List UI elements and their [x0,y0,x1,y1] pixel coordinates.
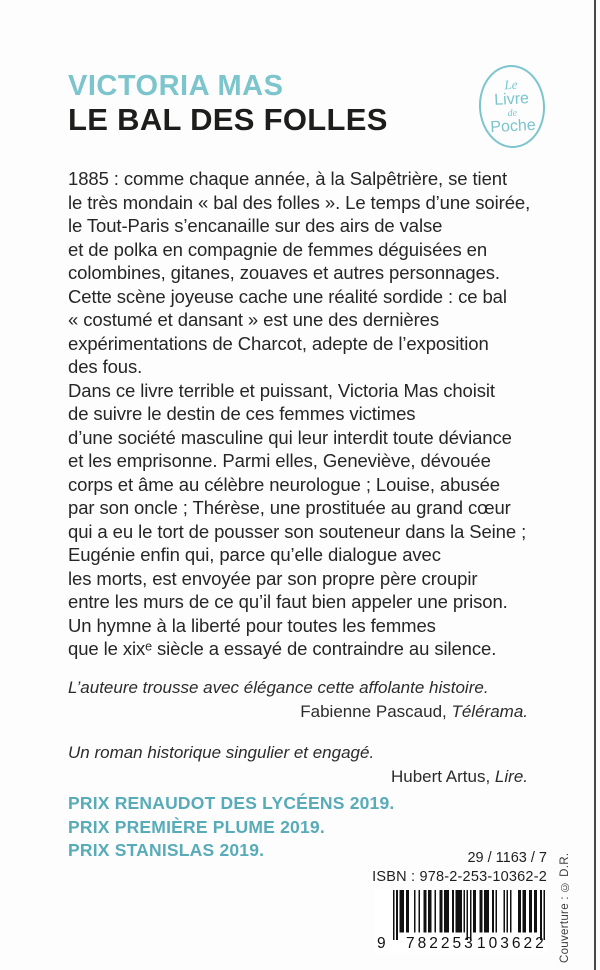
quote-attribution [68,765,528,789]
synopsis-line: de suivre le destin de ces femmes victimes [68,403,416,424]
synopsis-line: des fous. [68,356,143,377]
synopsis-line: et les emprisonne. Parmi elles, Geneviève, dévouée [68,450,491,471]
synopsis-text [68,167,558,661]
quote-text: L’auteure trousse avec élégance cette affolante histoire. [68,678,489,697]
synopsis-line: Dans ce livre terrible et puissant, Victoria Mas choisit [68,379,495,401]
isbn-number: ISBN : 978-2-253-10362-2 [372,869,547,885]
barcode-digits [375,937,547,953]
synopsis-line: entre les murs de ce qu’il faut bien appeler une prison. [68,591,508,612]
barcode-right-digits: 103622 [477,935,547,952]
logo-de: de [507,107,518,119]
synopsis-paragraph [68,167,558,379]
ean13-barcode [375,890,547,953]
press-quotes [68,676,528,806]
synopsis-line: que le xixᵉ siècle a essayé de contraindre au silence. [68,638,497,659]
synopsis-line: et de polka en compagnie de femmes déguisées en [68,238,488,260]
logo-le: Le [503,76,518,92]
book-page-edge [594,0,596,970]
quote-author: Hubert Artus, [390,767,495,786]
synopsis-line: les morts, est envoyée par son propre père croupir [68,567,478,589]
author-name: VICTORIA MAS [68,70,284,102]
synopsis-line: corps et âme au célèbre neurologue ; Louise, abusée [68,473,500,495]
print-info-block [372,850,547,953]
cover-credit: Couverture : © D.R. [559,852,571,963]
prize-line: PRIX STANISLAS 2019. [68,840,265,860]
quote-text: Un roman historique singulier et engagé. [68,743,375,762]
synopsis-line: d’une société masculine qui leur interdit toute déviance [68,426,512,448]
synopsis-paragraph [68,379,558,661]
synopsis-line: par son oncle ; Thérèse, une prostituée au grand cœur [68,497,511,518]
logo-poche: Poche [489,116,537,136]
synopsis-line: « costumé et dansant » est une des dernières [68,309,439,330]
synopsis-line: qui a eu le tort de pousser son souteneur dans la Seine ; [68,520,527,542]
quote-attribution [68,700,528,724]
book-title: LE BAL DES FOLLES [68,102,388,137]
quote-author: Fabienne Pascaud, [300,702,452,721]
press-quote [68,676,528,724]
synopsis-line: 1885 : comme chaque année, à la Salpêtrière, se tient [68,168,507,189]
barcode-first-digit: 9 [377,935,386,952]
synopsis-line: Cette scène joyeuse cache une réalité sordide : ce bal [68,285,507,307]
synopsis-line: Eugénie enfin qui, parce qu’elle dialogue avec [68,544,441,565]
prize-line: PRIX RENAUDOT DES LYCÉENS 2019. [68,793,395,813]
barcode-left-digits: 782253 [406,935,476,952]
barcode-bars [393,890,545,940]
literary-prizes [68,792,394,863]
synopsis-line: expérimentations de Charcot, adepte de l’exposition [68,332,489,354]
synopsis-line: le très mondain « bal des folles ». Le temps d’une soirée, [68,191,531,213]
synopsis-line: colombines, gitanes, zouaves et autres personnages. [68,262,500,283]
logo-livre: Livre [493,89,530,109]
synopsis-line: le Tout-Paris s’encanaille sur des airs de valse [68,215,443,236]
prize-line: PRIX PREMIÈRE PLUME 2019. [68,816,325,837]
quote-source: Télérama. [451,702,528,721]
quote-source: Lire. [494,767,528,786]
print-code: 29 / 1163 / 7 [467,850,547,866]
press-quote [68,741,528,789]
livre-de-poche-logo [477,63,547,149]
synopsis-line: Un hymne à la liberté pour toutes les femmes [68,614,436,636]
